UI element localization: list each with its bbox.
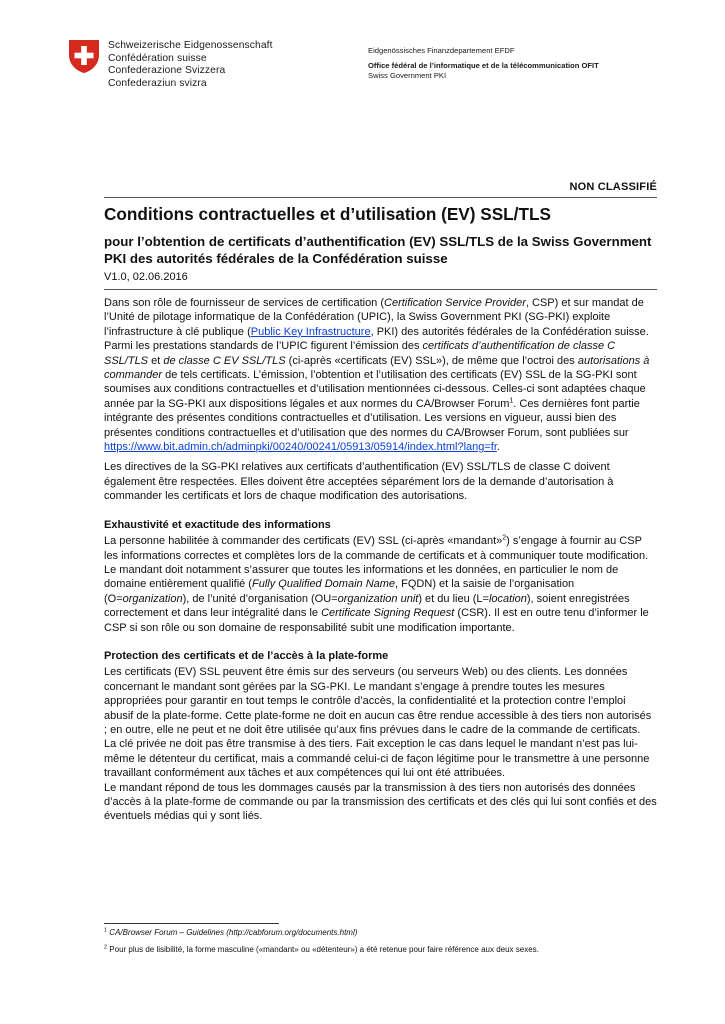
document-body <box>104 296 657 824</box>
classification-label: NON CLASSIFIÉ <box>569 181 657 193</box>
pki-link[interactable]: Public Key Infrastructure <box>250 325 371 338</box>
footnote-divider <box>104 923 279 924</box>
authority-name-rm: Confederaziun svizra <box>108 77 207 89</box>
swiss-coat-of-arms-icon <box>66 38 102 74</box>
protection-paragraph-1: Les certificats (EV) SSL peuvent être émis sur des serveurs (ou serveurs Web) ou des clients. Les données concernant le mandant sont gérées par la SG-PKI. Le mandant s’engage à prendre toutes les mesures appropriées pour garantir en tout temps le contrôle d’accès, la confidentialité et la protection contre l’emploi abusif de la plate-forme. Cette plate-forme ne doit en aucun cas être rendue accessible à des tiers non autorisés ; en outre, elle ne peut et ne doit être utilisée qu’aux fins prévues dans le cadre de la commande de certificats. <box>104 666 652 736</box>
protection-paragraph-3: Le mandant répond de tous les dommages causés par la transmission à des tiers non autorisés des données d’accès à la plate-forme de commande ou par la transmission des certificats et des clés qui lui sont confiés et des éventuels médias qui y sont liés. <box>104 781 657 823</box>
protection-paragraph-2: La clé privée ne doit pas être transmise à des tiers. Fait exception le cas dans lequel le mandant n’est pas lui-même le détenteur du certificat, mais a commandé celui-ci de façon légitime pour le transmettre à une personne travaillant conformément aux tâches et aux compétences qui lui ont été attribuées. <box>104 738 650 780</box>
header-divider <box>104 197 657 198</box>
federal-authority-names <box>108 40 273 90</box>
footnote-1: $^1$ CA/Browser Forum – Guidelines (http://cabforum.org/documents.html) <box>104 927 358 937</box>
title-divider <box>104 289 657 290</box>
authority-name-fr: Confédération suisse <box>108 52 207 64</box>
intro-paragraph: Dans son rôle de fournisseur de services de certification (Certification Service Provider, CSP) et sur mandat de l’Unité de pilotage informatique de la Confédération (UPIC), la Swiss Government PKI (SG-PKI) exploite l’infrastructure à clé publique (Public Key Infrastructure, PKI) des autorités fédérales de la Confédération suisse. Parmi les prestations standards de l’UPIC figurent l’émission des certificats d’authentification de classe C SSL/TLS et de classe C EV SSL/TLS (ci-après «certificats (EV) SSL»), de même que l’octroi des autorisations à commander de tels certificats. L’émission, l’obtention et l’utilisation des certificats (EV) SSL de la SG-PKI sont soumises aux conditions contractuelles et d’utilisation mentionnées ci-dessous. Celles-ci sont adaptées chaque année par la SG-PKI aux dispositions légales et aux normes du CA/Browser Forum$^1$. Ces dernières font partie intégrante des présentes conditions contractuelles et d’utilisation. Les versions en vigueur, aussi bien des présentes conditions contractuelles et d’utilisation que des normes du CA/Browser Forum, sont publiées sur https://www.bit.admin.ch/adminpki/00240/00241/05913/05914/index.html?lang=fr. <box>104 297 650 454</box>
footnote-ref-2: 2 <box>502 534 507 542</box>
footnote-2: $^2$ Pour plus de lisibilité, la forme masculine («mandant» ou «détenteur») a été retenue pour faire référence aux deux sexes. <box>104 944 539 954</box>
directives-paragraph: Les directives de la SG-PKI relatives aux certificats d’authentification (EV) SSL/TLS de classe C doivent également être respectées. Elles doivent être acceptées séparément lors de la demande d’autorisation à commander les certificats et lors de chaque modification des autorisations. <box>104 461 614 503</box>
footnote-ref-1: 1 <box>509 397 514 405</box>
department-name: Eidgenössisches Finanzdepartement EFDF <box>368 46 515 55</box>
office-name: Office fédéral de l’informatique et de la télécommunication OFIT <box>368 61 599 70</box>
document-version: V1.0, 02.06.2016 <box>104 271 188 283</box>
pki-name: Swiss Government PKI <box>368 71 447 80</box>
section-heading-protection: Protection des certificats et de l’accès à la plate-forme <box>104 649 389 662</box>
department-block <box>368 46 599 81</box>
authority-name-it: Confederazione Svizzera <box>108 65 226 77</box>
completeness-paragraph: La personne habilitée à commander des certificats (EV) SSL (ci-après «mandant»$^2$) s’engage à fournir au CSP les informations correctes et complètes lors de la commande de certificats et à communiquer toute modification. Le mandant doit notamment s’assurer que toutes les informations et les données, en particulier le nom de domaine entièrement qualifié (Fully Qualified Domain Name, FQDN) et la saisie de l’organisation (O=organization), de l’unité d’organisation (OU=organization unit) et du lieu (L=location), soient enregistrées correctement et dans leur intégralité dans le Certificate Signing Request (CSR). Il est en outre tenu d’informer le CSP si son rôle ou son domaine de responsabilité subit une modification importante. <box>104 534 649 634</box>
publication-url-link[interactable]: https://www.bit.admin.ch/adminpki/00240/00241/05913/05914/index.html?lang=fr <box>104 441 497 454</box>
document-subtitle: pour l’obtention de certificats d’authentification (EV) SSL/TLS de la Swiss Government PKI des autorités fédérales de la Confédération suisse <box>104 234 652 266</box>
authority-name-de: Schweizerische Eidgenossenschaft <box>108 40 273 51</box>
section-heading-completeness: Exhaustivité et exactitude des informations <box>104 518 331 531</box>
document-title: Conditions contractuelles et d’utilisation (EV) SSL/TLS <box>104 204 551 224</box>
